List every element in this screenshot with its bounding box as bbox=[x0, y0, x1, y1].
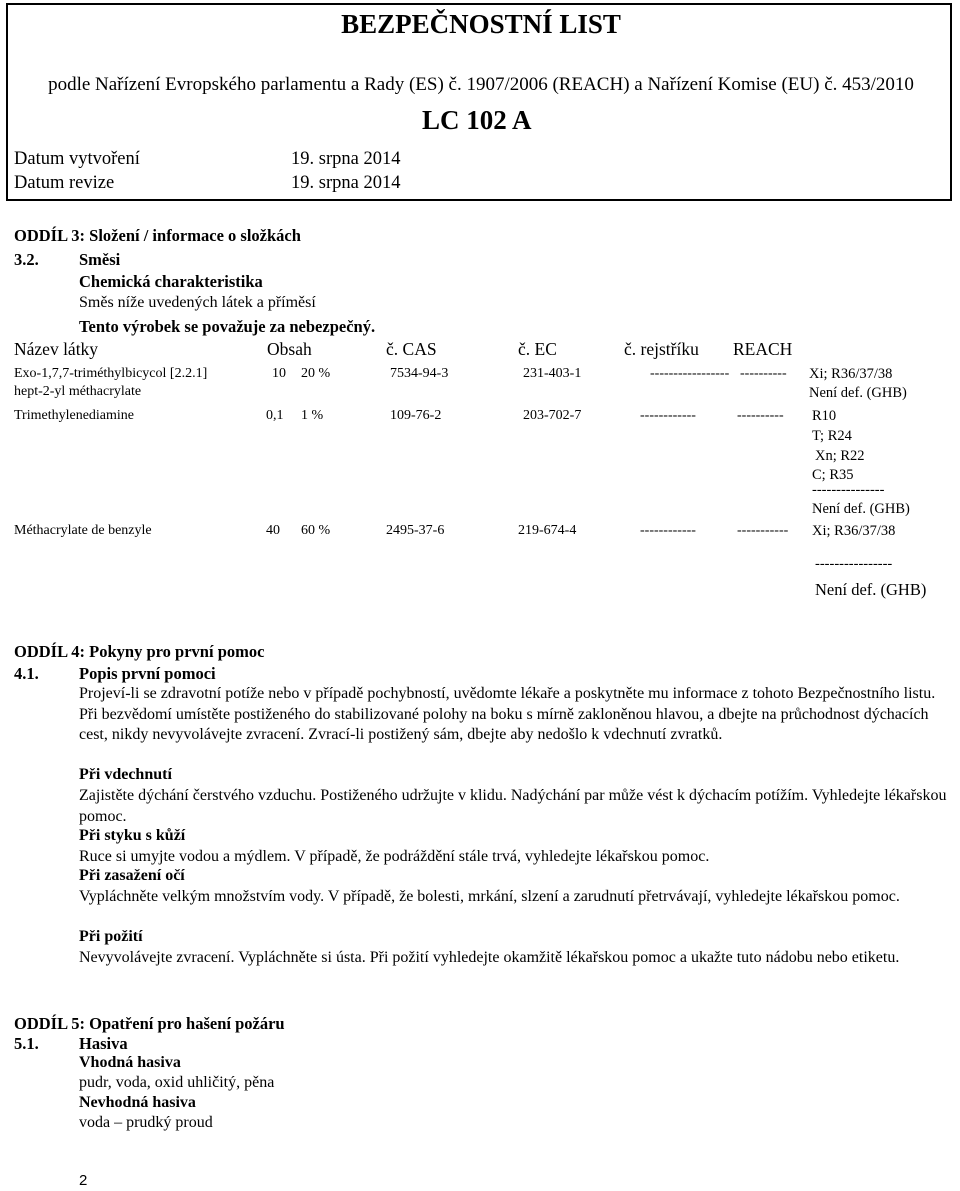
content-min: 40 bbox=[266, 523, 280, 538]
hazard-note: Tento výrobek se považuje za nebezpečný. bbox=[79, 317, 376, 336]
classification: Xi; R36/37/38 bbox=[812, 523, 896, 539]
unsuitable-media-text: voda – prudký proud bbox=[79, 1114, 213, 1131]
inhalation-text: Zajistěte dýchání čerstvého vzduchu. Postiženého udržujte v klidu. Nadýchání par může vést k dýchacím potížím. Vyhledejte lékařskou pomoc. bbox=[79, 787, 947, 825]
product-code: LC 102 A bbox=[422, 105, 532, 135]
page-number: 2 bbox=[79, 1172, 88, 1189]
classification: R10 bbox=[812, 408, 837, 424]
skin-contact-text: Ruce si umyjte vodou a mýdlem. V případě, že podráždění stále trvá, vyhledejte lékařskou pomoc. bbox=[79, 848, 710, 865]
section-3-title: ODDÍL 3: Složení / informace o složkách bbox=[14, 226, 301, 245]
classification: Není def. (GHB) bbox=[809, 385, 907, 401]
document-header bbox=[6, 3, 952, 201]
classification: T; R24 bbox=[812, 428, 852, 444]
section-3-2-number: 3.2. bbox=[14, 250, 39, 269]
col-header-ec: č. EC bbox=[518, 339, 557, 359]
classification: Xi; R36/37/38 bbox=[809, 366, 893, 382]
cas-number: 7534-94-3 bbox=[390, 366, 449, 381]
content-min: 0,1 bbox=[266, 408, 284, 423]
col-header-reach: REACH bbox=[733, 339, 793, 359]
section-5-1-number: 5.1. bbox=[14, 1034, 39, 1053]
suitable-media-text: pudr, voda, oxid uhličitý, pěna bbox=[79, 1074, 275, 1091]
index-number: ----------------- bbox=[650, 366, 730, 381]
first-aid-intro: Projeví-li se zdravotní potíže nebo v případě pochybností, uvědomte lékaře a poskytněte mu informace z tohoto Bezpečnostního listu. Při bezvědomí umístěte postiženého do stabilizované polohy na boku s mírně zakloněnou hlavou, a dbejte na průchodnost dýchacích cest, nikdy nevyvolávejte zvracení. Zvrací-li postižený sám, dbejte aby nedošlo k vdechnutí zvratků. bbox=[79, 685, 936, 743]
revised-date-label: Datum revize bbox=[14, 173, 115, 193]
section-4-1-title: Popis první pomoci bbox=[79, 664, 216, 683]
substance-name-continued: hept-2-yl méthacrylate bbox=[14, 384, 142, 399]
classification-separator: ---------------- bbox=[815, 556, 893, 572]
chemical-characteristics-title: Chemická charakteristika bbox=[79, 272, 263, 291]
section-5-title: ODDÍL 5: Opatření pro hašení požáru bbox=[14, 1014, 285, 1033]
revised-date-value: 19. srpna 2014 bbox=[291, 173, 401, 193]
eye-contact-title: Při zasažení očí bbox=[79, 867, 185, 884]
ingestion-title: Při požití bbox=[79, 928, 143, 945]
index-number: ------------ bbox=[640, 408, 696, 423]
col-header-content: Obsah bbox=[267, 339, 312, 359]
classification: Není def. (GHB) bbox=[815, 580, 927, 599]
section-3-2-title: Směsi bbox=[79, 250, 121, 269]
substance-name: Trimethylenediamine bbox=[14, 408, 135, 423]
col-header-cas: č. CAS bbox=[386, 339, 437, 359]
content-min: 10 bbox=[272, 366, 286, 381]
document-title: BEZPEČNOSTNÍ LIST bbox=[341, 9, 621, 39]
ec-number: 219-674-4 bbox=[518, 523, 577, 538]
reach-number: ---------- bbox=[737, 408, 784, 423]
substance-name: Méthacrylate de benzyle bbox=[14, 523, 152, 538]
skin-contact-title: Při styku s kůží bbox=[79, 827, 186, 844]
eye-contact-text: Vypláchněte velkým množstvím vody. V případě, že bolesti, mrkání, slzení a zarudnutí přetrvávají, vyhledejte lékařskou pomoc. bbox=[79, 888, 900, 905]
unsuitable-media-title: Nevhodná hasiva bbox=[79, 1094, 196, 1111]
classification-separator: --------------- bbox=[812, 482, 885, 498]
classification: Xn; R22 bbox=[815, 448, 865, 464]
created-date-label: Datum vytvoření bbox=[14, 149, 140, 169]
substance-name: Exo-1,7,7-triméthylbicycol [2.2.1] bbox=[14, 366, 208, 381]
index-number: ------------ bbox=[640, 523, 696, 538]
reach-number: ----------- bbox=[737, 523, 789, 538]
section-4-title: ODDÍL 4: Pokyny pro první pomoc bbox=[14, 642, 265, 661]
section-4-1-number: 4.1. bbox=[14, 664, 39, 683]
reach-number: ---------- bbox=[740, 366, 787, 381]
ec-number: 231-403-1 bbox=[523, 366, 582, 381]
content-max: 60 % bbox=[301, 523, 331, 538]
inhalation-title: Při vdechnutí bbox=[79, 766, 172, 783]
classification: Není def. (GHB) bbox=[812, 501, 910, 517]
ingestion-text: Nevyvolávejte zvracení. Vypláchněte si ústa. Při požití vyhledejte okamžitě lékařskou pomoc a ukažte tuto nádobu nebo etiketu. bbox=[79, 949, 900, 966]
section-5-1-title: Hasiva bbox=[79, 1034, 128, 1053]
classification: C; R35 bbox=[812, 467, 854, 483]
cas-number: 109-76-2 bbox=[390, 408, 442, 423]
suitable-media-title: Vhodná hasiva bbox=[79, 1054, 181, 1071]
chemical-characteristics-text: Směs níže uvedených látek a příměsí bbox=[79, 294, 316, 311]
created-date-value: 19. srpna 2014 bbox=[291, 149, 401, 169]
cas-number: 2495-37-6 bbox=[386, 523, 445, 538]
col-header-name: Název látky bbox=[14, 339, 99, 359]
col-header-index: č. rejstříku bbox=[624, 339, 699, 359]
content-max: 20 % bbox=[301, 366, 331, 381]
regulation-reference: podle Nařízení Evropského parlamentu a Rady (ES) č. 1907/2006 (REACH) a Nařízení Komise (EU) č. 453/2010 bbox=[48, 74, 914, 95]
content-max: 1 % bbox=[301, 408, 324, 423]
ec-number: 203-702-7 bbox=[523, 408, 582, 423]
